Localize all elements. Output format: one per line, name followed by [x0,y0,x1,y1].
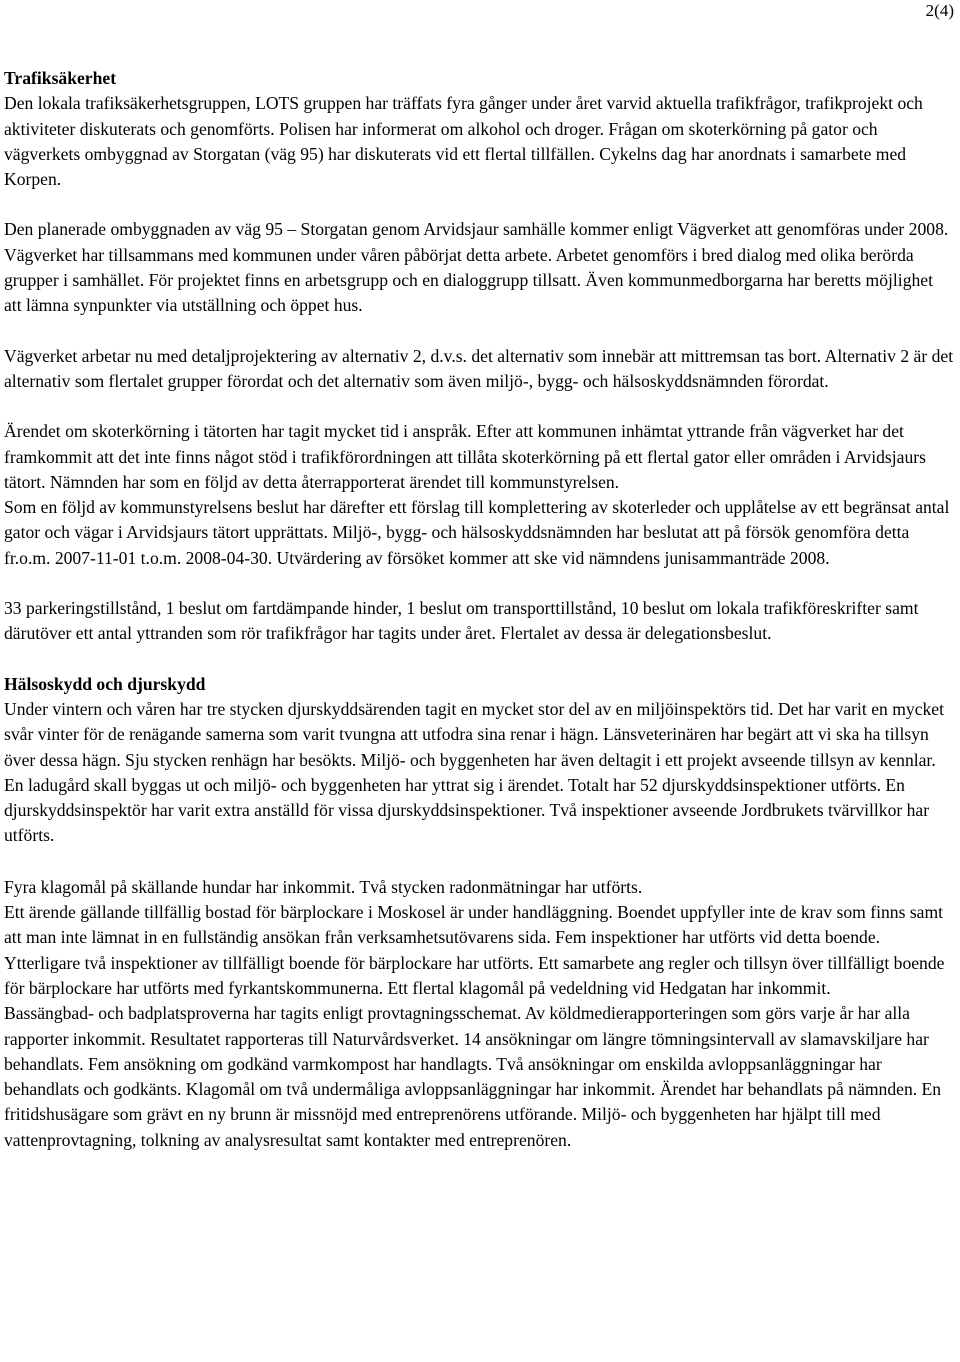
section-heading-traffic: Trafiksäkerhet [4,68,117,88]
paragraph-gap [4,647,954,672]
paragraph-gap [4,849,954,875]
paragraph: Fyra klagomål på skällande hundar har inkommit. Två stycken radonmätningar har utförts. [4,876,643,897]
section-heading-health: Hälsoskydd och djurskydd [4,673,206,694]
paragraph: 33 parkeringstillstånd, 1 beslut om fartdämpande hinder, 1 beslut om transporttillstånd, 10 beslut om lokala trafikföreskrifter samt därutöver ett antal yttranden som rör trafikfrågor har tagits under året. Flertalet av dessa är delegationsbeslut. [4,598,919,644]
paragraph: Den lokala trafiksäkerhetsgruppen, LOTS gruppen har träffats fyra gånger under året varvid aktuella trafikfrågor, trafikprojekt och aktiviteter diskuterats och genomförts. Polisen har informerat om alkohol och droger. Frågan om skoterkörning på gator och vägverkets ombyggnad av Storgatan (väg 95) har diskuterats vid ett flertal tillfällen. Cykelns dag har anordnats i samarbete med Korpen. [4,93,923,190]
paragraph-gap [4,192,954,217]
paragraph: Ärendet om skoterkörning i tätorten har tagit mycket tid i anspråk. Efter att kommunen inhämtat yttrande från vägverket har det framkommit att det inte finns något stöd i trafikförordningen att tillåta skoterkörning på ett flertal gator eller områden i Arvidsjaurs tätort. Nämnden har som en följd av detta återrapporterat ärendet till kommunstyrelsen. [4,421,926,492]
paragraph-gap [4,319,954,344]
paragraph: Under vintern och våren har tre stycken djurskyddsärenden tagit en mycket stor del av en miljöinspektörs tid. Det har varit en mycket svår vinter för de renägande samerna som varit tvungna att utfodra sina renar i hägn. Länsveterinären har begärt att vi ska ha tillsyn över dessa hägn. Sju stycken renhägn har besökts. Miljö- och byggenheten har även deltagit i ett projekt avseende tillsyn av kennlar. En ladugård skall byggas ut och miljö- och byggenheten har yttrat sig i ärendet. Totalt har 52 djurskyddsinspektioner utförts. En djurskyddsinspektör har varit extra anställd för vissa djurskyddsinspektioner. Två inspektioner avseende Jordbrukets tvärvillkor har utförts. [4,698,945,846]
document-body [4,66,954,1153]
paragraph-gap [4,571,954,596]
paragraph: Ett ärende gällande tillfällig bostad för bärplockare i Moskosel är under handläggning. Boendet uppfyller inte de krav som finns samt att man inte lämnat in en fullständig ansökan från verksamhetsutövarens sida. Fem inspektioner har utförts vid detta boende. Ytterligare två inspektioner av tillfälligt boende för bärplockare har utförts. Ett samarbete ang regler och tillsyn över tillfälligt boende för bärplockare har utförts med fyrkantskommunerna. Ett flertal klagomål på vedeldning vid Hedgatan har inkommit. [4,902,945,998]
paragraph: Vägverket arbetar nu med detaljprojektering av alternativ 2, d.v.s. det alternativ som innebär att mittremsan tas bort. Alternativ 2 är det alternativ som flertalet grupper förordat och det alternativ som även miljö-, bygg- och hälsoskyddsnämnden förordat. [4,345,954,391]
paragraph: Bassängbad- och badplatsproverna har tagits enligt provtagningsschemat. Av köldmedierapporteringen som görs varje år har alla rapporter inkommit. Resultatet rapporteras till Naturvårdsverket. 14 ansökningar om längre tömningsintervall av slamavskiljare har behandlats. Fem ansökning om godkänd varmkompost har handlagts. Två ansökningar om enskilda avloppsanläggningar har behandlats och godkänts. Klagomål om två undermåliga avloppsanläggningar har inkommit. Ärendet har behandlats på nämnden. En fritidshusägare som grävt en ny brunn är missnöjd med entreprenörens utförande. Miljö- och byggenheten har hjälpt till med vattenprovtagning, tolkning av analysresultat samt kontakter med entreprenören. [4,1003,942,1150]
page-number: 2(4) [925,1,954,20]
paragraph: Den planerade ombyggnaden av väg 95 – Storgatan genom Arvidsjaur samhälle kommer enligt Vägverket att genomföras under 2008. Vägverket har tillsammans med kommunen under våren påbörjat detta arbete. Arbetet genomförs i bred dialog med olika berörda grupper i samhället. För projektet finns en arbetsgrupp och en dialoggrupp tillsatt. Även kommunmedborgarna har beretts möjlighet att lämna synpunkter via utställning och öppet hus. [4,219,949,316]
paragraph-gap [4,394,954,419]
paragraph: Som en följd av kommunstyrelsens beslut har därefter ett förslag till komplettering av skoterleder och upplåtelse av ett begränsat antal gator och vägar i Arvidsjaurs tätort upprättats. Miljö-, bygg- och hälsoskyddsnämnden har beslutat att på försök genomföra detta fr.o.m. 2007-11-01 t.o.m. 2008-04-30. Utvärdering av försöket kommer att ske vid nämndens junisammanträde 2008. [4,497,950,568]
